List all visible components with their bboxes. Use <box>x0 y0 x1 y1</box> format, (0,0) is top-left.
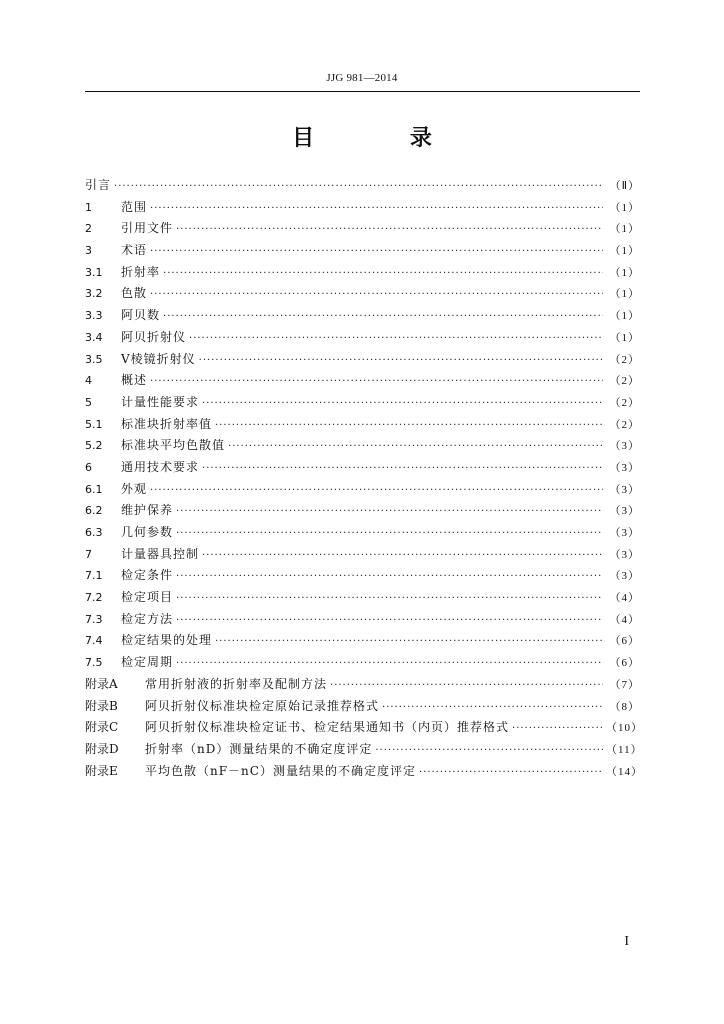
toc-entry-number: 3.4 <box>85 330 103 344</box>
standard-code: JJG 981—2014 <box>326 72 398 84</box>
toc-entry[interactable] <box>85 545 640 567</box>
toc-entry[interactable] <box>85 458 640 480</box>
toc-entry-number: 3.1 <box>85 265 103 279</box>
toc-entry-page: （2） <box>609 375 640 388</box>
toc-entry-label: 几何参数 <box>121 525 174 539</box>
toc-entry-page: （1） <box>609 201 640 214</box>
leader-dots <box>419 767 603 778</box>
toc-entry-page: （6） <box>609 635 640 648</box>
leader-dots <box>150 203 603 214</box>
toc-entry[interactable] <box>85 523 640 545</box>
toc-entry-page: （1） <box>609 331 640 344</box>
toc-entry[interactable] <box>85 219 640 241</box>
toc-entry-number: 2 <box>85 222 92 236</box>
toc-entry-page: （4） <box>609 592 640 605</box>
toc-entry-number: 4 <box>85 374 92 388</box>
toc-entry-page: （3） <box>609 527 640 539</box>
leader-dots <box>114 181 603 192</box>
toc-entry-page: （14） <box>606 765 643 778</box>
toc-entry-label: 检定结果的处理 <box>121 633 213 648</box>
leader-dots <box>512 723 603 734</box>
toc-entry[interactable] <box>85 350 640 372</box>
toc-entry[interactable] <box>85 176 640 198</box>
toc-entry[interactable] <box>85 284 640 306</box>
toc-entry-label: 标准块平均色散值 <box>121 438 226 453</box>
toc-entry-page: （3） <box>609 548 640 561</box>
leader-dots <box>163 311 603 322</box>
leader-dots <box>176 224 603 235</box>
toc-entry-number: 7.4 <box>85 634 103 648</box>
toc-entry-number: 3.2 <box>85 287 103 301</box>
toc-entry-page: （8） <box>609 700 640 713</box>
toc-entry-number: 5.2 <box>85 439 103 453</box>
toc-entry-label: 阿贝折射仪标准块检定原始记录推荐格式 <box>145 698 380 713</box>
leader-dots <box>215 420 603 431</box>
leader-dots <box>176 593 603 604</box>
toc-entry-label: 计量器具控制 <box>121 546 200 561</box>
toc-entry-page: （3） <box>609 505 640 518</box>
toc-entry-label: 检定周期 <box>121 655 174 670</box>
toc-entry-label: 检定项目 <box>121 590 174 605</box>
leader-dots <box>202 398 603 409</box>
toc-entry-number: 1 <box>85 200 92 214</box>
toc-entry[interactable] <box>85 328 640 350</box>
toc-entry[interactable] <box>85 566 640 588</box>
leader-dots <box>150 289 603 300</box>
toc-entry[interactable] <box>85 436 640 458</box>
toc-entry-label: 阿贝数 <box>121 308 161 323</box>
toc-entry-number: 7.2 <box>85 591 103 605</box>
leader-dots <box>150 485 603 496</box>
toc-entry[interactable] <box>85 306 640 328</box>
toc-entry-label: 标准块折射率值 <box>121 416 213 431</box>
table-of-contents <box>85 176 643 783</box>
page-number: I <box>624 934 629 949</box>
leader-dots <box>176 571 603 582</box>
toc-entry-page: （6） <box>609 657 640 670</box>
toc-entry-label: 折射率（nD）测量结果的不确定度评定 <box>145 741 373 756</box>
toc-entry-page: （1） <box>609 223 640 236</box>
leader-dots <box>176 528 603 539</box>
leader-dots <box>215 636 603 647</box>
toc-entry-label: 维护保养 <box>121 503 174 518</box>
header-divider <box>85 91 640 92</box>
toc-entry-number: 附录A <box>85 676 118 691</box>
toc-entry[interactable] <box>85 263 640 285</box>
toc-entry[interactable] <box>85 610 640 632</box>
toc-entry-label: 阿贝折射仪 <box>121 329 187 344</box>
toc-entry[interactable] <box>85 480 640 502</box>
toc-entry-label: 通用技术要求 <box>121 459 200 474</box>
toc-entry[interactable] <box>85 653 640 675</box>
toc-entry-number: 5.1 <box>85 417 103 431</box>
toc-entry-number: 附录B <box>85 698 118 713</box>
toc-entry-page: （1） <box>609 245 640 258</box>
toc-entry-number: 6 <box>85 460 92 474</box>
leader-dots <box>382 702 603 713</box>
toc-entry-page: （10） <box>606 722 643 735</box>
toc-entry-page: （11） <box>606 743 643 756</box>
leader-dots <box>150 376 603 387</box>
toc-entry-label: 引言 <box>85 178 112 192</box>
toc-entry-label: 检定条件 <box>121 568 174 583</box>
toc-entry-number: 6.3 <box>85 526 103 539</box>
toc-entry[interactable] <box>85 588 640 610</box>
toc-entry-label: 平均色散（nF－nC）测量结果的不确定度评定 <box>145 763 416 778</box>
toc-entry-number: 3.5 <box>85 352 103 366</box>
toc-entry-label: 范围 <box>121 199 148 214</box>
toc-entry-page: （1） <box>609 288 640 301</box>
leader-dots <box>176 615 603 626</box>
toc-entry[interactable] <box>85 198 640 220</box>
toc-entry-page: （2） <box>609 353 640 366</box>
toc-entry[interactable] <box>85 241 640 263</box>
toc-entry-number: 6.1 <box>85 482 103 496</box>
toc-entry-number: 7.3 <box>85 612 103 626</box>
leader-dots <box>189 333 603 344</box>
toc-entry-label: 检定方法 <box>121 611 174 626</box>
toc-entry-number: 附录D <box>85 741 119 756</box>
leader-dots <box>228 441 603 452</box>
toc-entry-number: 附录C <box>85 720 119 735</box>
toc-entry-label: 阿贝折射仪标准块检定证书、检定结果通知书（内页）推荐格式 <box>145 720 510 735</box>
toc-entry-number: 6.2 <box>85 504 103 518</box>
toc-entry-number: 附录E <box>85 763 118 778</box>
leader-dots <box>202 550 603 561</box>
toc-entry-number: 7.1 <box>85 569 103 583</box>
leader-dots <box>199 355 603 366</box>
toc-entry-page: （7） <box>609 678 640 691</box>
leader-dots <box>150 246 603 257</box>
leader-dots <box>176 506 603 517</box>
toc-entry-page: （3） <box>609 440 640 453</box>
leader-dots <box>330 680 603 691</box>
toc-entry[interactable] <box>85 697 640 719</box>
page-title: 目 录 <box>292 125 476 151</box>
toc-entry[interactable] <box>85 631 640 653</box>
toc-entry[interactable] <box>85 675 640 697</box>
toc-entry-number: 3.3 <box>85 309 103 323</box>
toc-entry[interactable] <box>85 718 643 740</box>
toc-entry-label: 色散 <box>121 286 148 301</box>
toc-entry-page: （3） <box>609 483 640 496</box>
toc-entry[interactable] <box>85 415 640 437</box>
toc-entry[interactable] <box>85 393 640 415</box>
toc-entry-number: 7.5 <box>85 656 103 670</box>
toc-entry-label: 外观 <box>121 481 148 496</box>
leader-dots <box>176 658 603 669</box>
toc-entry-page: （4） <box>609 613 640 626</box>
toc-entry-page: （3） <box>609 570 640 583</box>
leader-dots <box>375 745 603 756</box>
toc-entry-number: 7 <box>85 547 92 561</box>
toc-entry-label: 计量性能要求 <box>121 394 200 409</box>
toc-entry-page: （3） <box>609 461 640 474</box>
toc-entry-label: 概述 <box>121 373 148 388</box>
toc-entry[interactable] <box>85 740 643 762</box>
toc-entry-label: 折射率 <box>121 264 161 279</box>
leader-dots <box>163 268 603 279</box>
toc-entry-page: （Ⅱ） <box>609 180 640 192</box>
toc-entry-label: 引用文件 <box>121 221 174 236</box>
toc-entry-page: （2） <box>609 418 640 431</box>
toc-entry-label: 常用折射液的折射率及配制方法 <box>145 676 328 691</box>
toc-entry[interactable] <box>85 762 643 784</box>
toc-entry-page: （2） <box>609 396 640 409</box>
toc-entry-page: （1） <box>609 266 640 279</box>
toc-entry[interactable] <box>85 371 640 393</box>
toc-entry-label: V棱镜折射仪 <box>121 351 196 366</box>
toc-entry-page: （1） <box>609 310 640 323</box>
toc-entry[interactable] <box>85 501 640 523</box>
toc-entry-number: 5 <box>85 395 92 409</box>
leader-dots <box>202 463 603 474</box>
toc-entry-label: 术语 <box>121 243 148 258</box>
toc-entry-number: 3 <box>85 244 92 258</box>
